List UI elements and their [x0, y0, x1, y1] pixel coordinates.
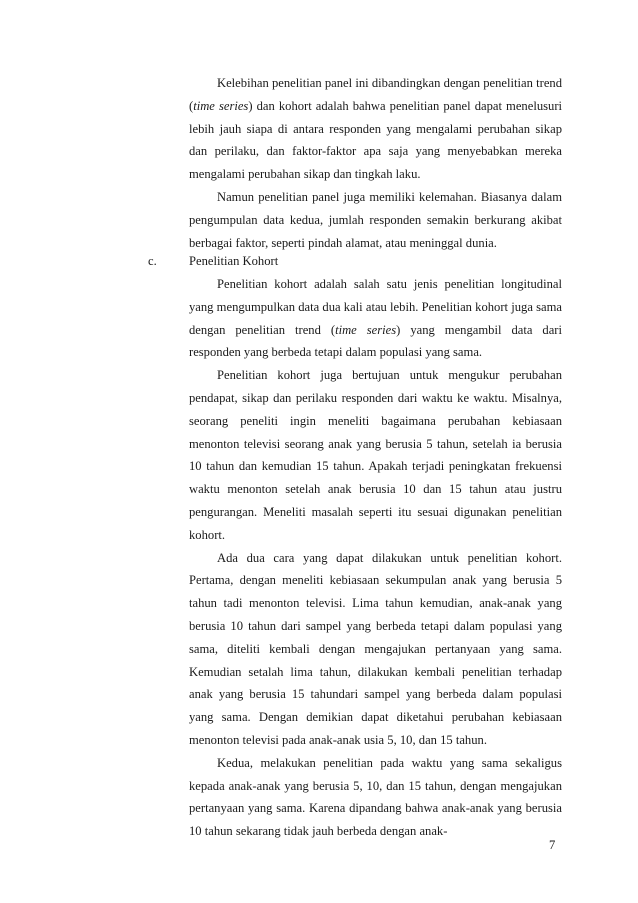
panel-research-section [189, 72, 562, 254]
cohort-research-section [189, 273, 562, 843]
italic-term: time series [335, 322, 397, 337]
page-number: 7 [549, 838, 556, 852]
section-marker: c. [148, 254, 157, 268]
paragraph-cohort-second-method: Kedua, melakukan penelitian pada waktu yang sama sekaligus kepada anak-anak yang berusia 5, 10, dan 15 tahun, dengan mengajukan pertanyaan yang sama. Karena dipandang bahwa anak-anak yang berusia 10 tahun sekarang tidak jauh berbeda dengan anak- [189, 755, 562, 839]
paragraph-panel-advantage: Kelebihan penelitian panel ini dibandingkan dengan penelitian trend (time series) dan kohort adalah bahwa penelitian panel dapat menelusuri lebih jauh siapa di antara responden yang mengalami perubahan sikap dan perilaku, dan faktor-faktor apa saja yang menyebabkan mereka mengalami perubahan sikap dan tingkah laku. [189, 76, 563, 182]
paragraph-panel-weakness: Namun penelitian panel juga memiliki kelemahan. Biasanya dalam pengumpulan data kedua, jumlah responden semakin berkurang akibat berbagai faktor, seperti pindah alamat, atau meninggal dunia. [189, 189, 562, 250]
paragraph-cohort-purpose: Penelitian kohort juga bertujuan untuk mengukur perubahan pendapat, sikap dan perilaku responden dari waktu ke waktu. Misalnya, seorang peneliti ingin meneliti bagaimana perubahan kebiasaan menonton televisi seorang anak yang berusia 5 tahun, setelah ia berusia 10 tahun dan kemudian 15 tahun. Apakah terjadi peningkatan frekuensi waktu menonton setelah anak berusia 10 dan 15 tahun atau justru pengurangan. Meneliti masalah seperti itu sesuai digunakan penelitian kohort. [189, 368, 562, 542]
section-heading: Penelitian Kohort [189, 254, 279, 268]
italic-term: time series [193, 98, 249, 113]
paragraph-cohort-definition: Penelitian kohort adalah salah satu jenis penelitian longitudinal yang mengumpulkan data dua kali atau lebih. Penelitian kohort juga sama dengan penelitian trend (time series) yang mengambil data dari responden yang berbeda tetapi dalam populasi yang sama. [189, 277, 562, 360]
paragraph-cohort-first-method: Ada dua cara yang dapat dilakukan untuk penelitian kohort. Pertama, dengan meneliti kebiasaan sekumpulan anak yang berusia 5 tahun tadi menonton televisi. Lima tahun kemudian, anak-anak yang berusia 10 tahun dari sampel yang berbeda tetapi dalam populasi yang sama, diteliti kembali dengan mengajukan pertanyaan yang sama. Kemudian setalah lima tahun, dilakukan kembali penelitian terhadap anak yang berusia 15 tahundari sampel yang berbeda dalam populasi yang sama. Dengan demikian dapat diketahui perubahan kebiasaan menonton televisi pada anak-anak usia 5, 10, dan 15 tahun. [189, 550, 562, 747]
